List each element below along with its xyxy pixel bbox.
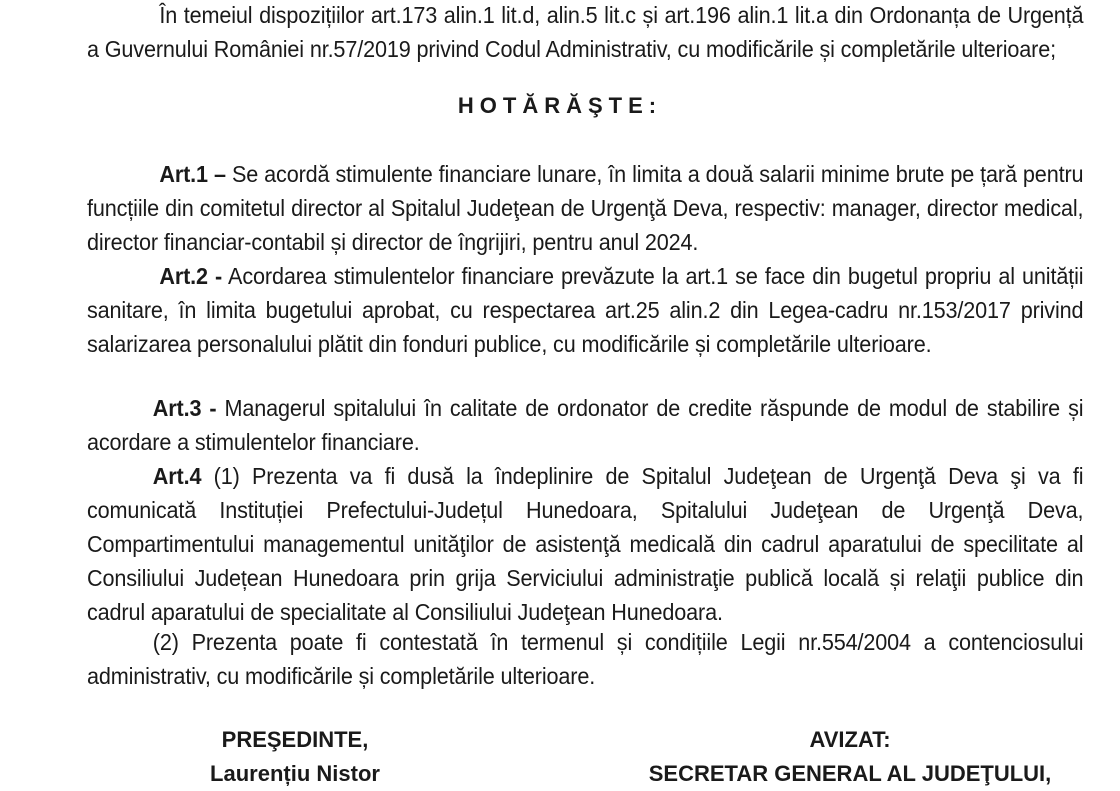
article-4-paragraph-2: [87, 625, 1083, 693]
article-4: [87, 459, 1083, 629]
approved-label: AVIZAT:: [809, 727, 891, 752]
secretary-title: SECRETAR GENERAL AL JUDEŢULUI,: [648, 761, 1052, 786]
signature-president: [170, 723, 420, 791]
preamble-text: În temeiul dispozițiilor art.173 alin.1 lit.d, alin.5 lit.c și art.196 alin.1 lit.a din Ordonanța de Urgență a Guvernului României nr.57/2019 privind Codul Administrativ, cu modificările și completările ulterioare;: [87, 2, 1084, 62]
article-1: [87, 157, 1083, 259]
article-4-paragraph-2-text: (2) Prezenta poate fi contestată în termenul și condițiile Legii nr.554/2004 a contenciosului administrativ, cu modificările și completările ulterioare.: [87, 629, 1084, 689]
article-4-text: (1) Prezenta va fi dusă la îndeplinire de Spitalul Judeţean de Urgenţă Deva şi va fi comunicată Instituției Prefectului-Județul Hunedoara, Spitalului Judeţean de Urgenţă Deva, Compartimentului managementul unităţilor de asistenţă medicală din cadrul aparatului de specilitate al Consiliului Județean Hunedoara prin grija Serviciului administraţie publică locală și relaţii publice din cadrul aparatului de specialitate al Consiliului Judeţean Hunedoara.: [87, 463, 1084, 625]
article-1-label: Art.1 –: [159, 161, 226, 187]
preamble-paragraph: [87, 0, 1083, 66]
article-2-text: Acordarea stimulentelor financiare prevăzute la art.1 se face din bugetul propriu al unității sanitare, în limita bugetului aprobat, cu respectarea art.25 alin.2 din Legea-cadru nr.153/2017 privind salarizarea personalului plătit din fonduri publice, cu modificările și completările ulterioare.: [87, 263, 1084, 357]
article-2: [87, 259, 1083, 361]
signature-secretary: [600, 723, 1100, 791]
president-name: Laurențiu Nistor: [210, 761, 380, 786]
president-title: PREŞEDINTE,: [221, 727, 369, 752]
article-4-label: Art.4: [152, 463, 202, 489]
article-3: [87, 391, 1083, 459]
article-3-text: Managerul spitalului în calitate de ordonator de credite răspunde de modul de stabilire și acordare a stimulentelor financiare.: [87, 395, 1084, 455]
decision-heading: HOTĂRĂŞTE:: [457, 93, 663, 118]
article-1-text: Se acordă stimulente financiare lunare, în limita a două salarii minime brute pe țară pentru funcțiile din comitetul director al Spitalul Judeţean de Urgenţă Deva, respectiv: manager, director medical, director financiar-contabil și director de îngrijiri, pentru anul 2024.: [87, 161, 1084, 255]
article-2-label: Art.2 -: [159, 263, 223, 289]
article-3-label: Art.3 -: [152, 395, 217, 421]
